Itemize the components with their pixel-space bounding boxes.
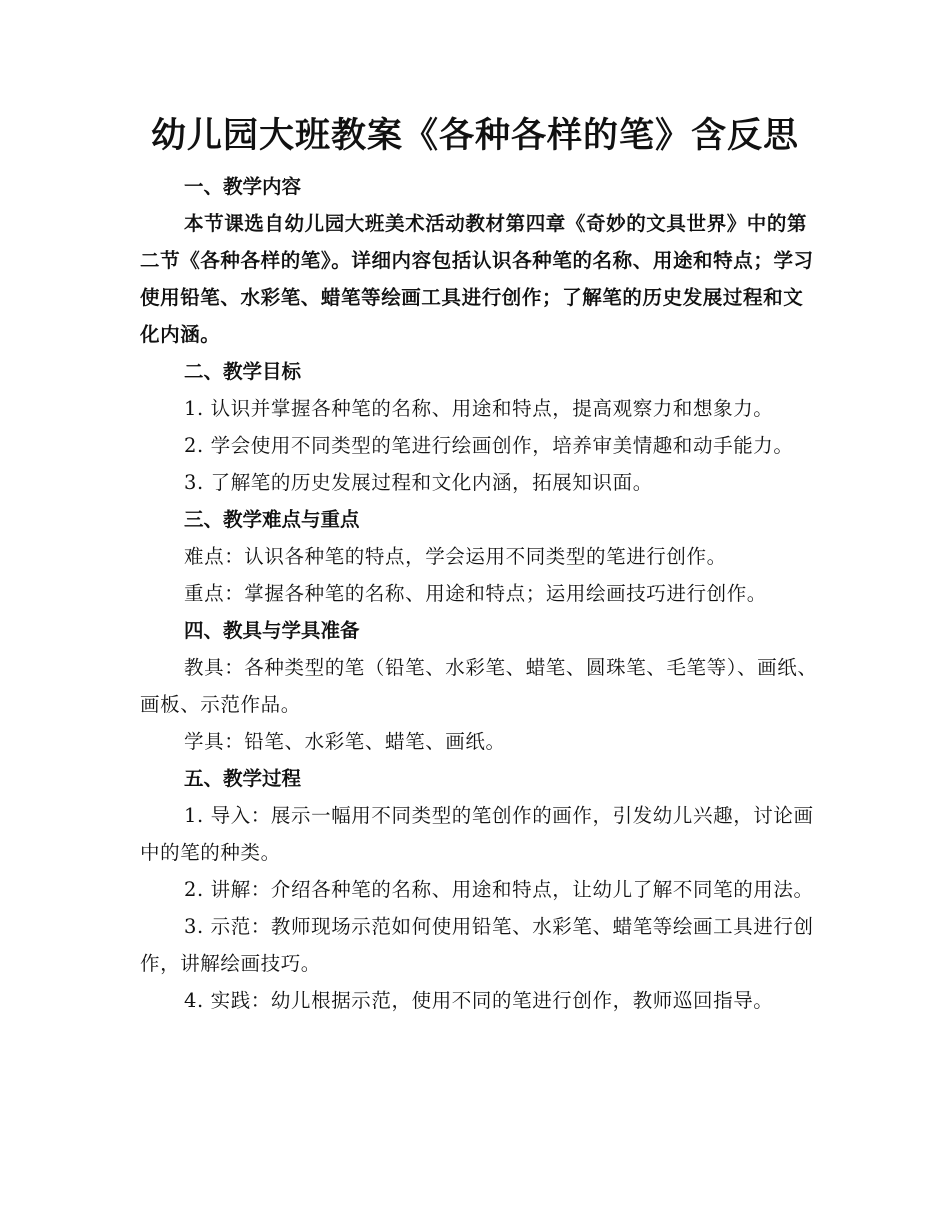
document-title: 幼儿园大班教案《各种各样的笔》含反思	[150, 116, 799, 156]
learning-aids-paragraph: 学具：铅笔、水彩笔、蜡笔、画纸。	[184, 730, 506, 753]
document-body	[140, 168, 820, 1019]
process-step-3: 3. 示范：教师现场示范如何使用铅笔、水彩笔、蜡笔等绘画工具进行创作，讲解绘画技巧。	[140, 915, 814, 975]
process-step-1: 1. 导入：展示一幅用不同类型的笔创作的画作，引发幼儿兴趣，讨论画中的笔的种类。	[140, 804, 814, 864]
process-step-4: 4. 实践：幼儿根据示范，使用不同的笔进行创作，教师巡回指导。	[184, 989, 774, 1012]
section-heading-materials: 四、教具与学具准备	[184, 619, 360, 642]
key-point-paragraph: 重点：掌握各种笔的名称、用途和特点；运用绘画技巧进行创作。	[184, 582, 767, 605]
section-heading-difficulty: 三、教学难点与重点	[184, 508, 360, 531]
difficulty-paragraph: 难点：认识各种笔的特点，学会运用不同类型的笔进行创作。	[184, 545, 727, 568]
content-paragraph: 本节课选自幼儿园大班美术活动教材第四章《奇妙的文具世界》中的第二节《各种各样的笔》。详细内容包括认识各种笔的名称、用途和特点；学习使用铅笔、水彩笔、蜡笔等绘画工具进行创作；了解笔的历史发展过程和文化内涵。	[140, 212, 814, 346]
process-step-2: 2. 讲解：介绍各种笔的名称、用途和特点，让幼儿了解不同笔的用法。	[184, 878, 814, 901]
goal-item-1: 1. 认识并掌握各种笔的名称、用途和特点，提高观察力和想象力。	[184, 397, 774, 420]
teaching-aids-paragraph: 教具：各种类型的笔（铅笔、水彩笔、蜡笔、圆珠笔、毛笔等）、画纸、画板、示范作品。	[140, 656, 818, 716]
goal-item-2: 2. 学会使用不同类型的笔进行绘画创作，培养审美情趣和动手能力。	[184, 434, 794, 457]
goal-item-3: 3. 了解笔的历史发展过程和文化内涵，拓展知识面。	[184, 471, 653, 494]
section-heading-process: 五、教学过程	[184, 767, 302, 790]
section-heading-content: 一、教学内容	[184, 175, 302, 198]
section-heading-goals: 二、教学目标	[184, 360, 302, 383]
